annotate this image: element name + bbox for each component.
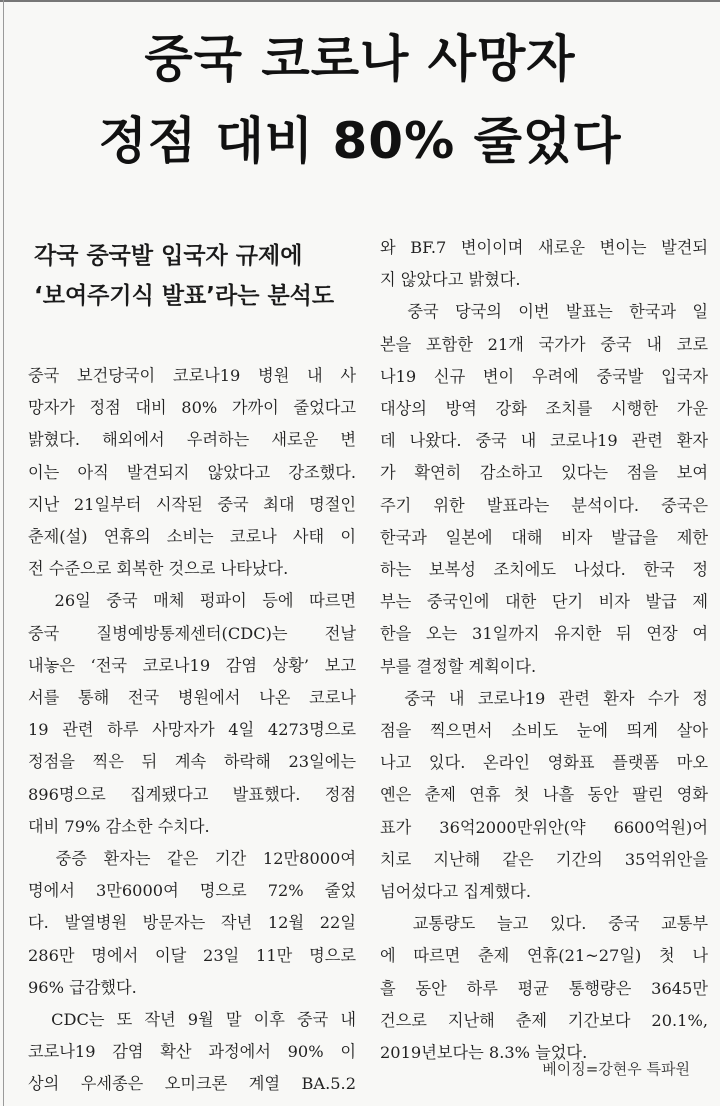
top-border-rule: [0, 0, 720, 2]
article-text-line: 대비 79% 감소한 수치다.: [28, 816, 210, 836]
article-text-line: 에 따르면 춘제 연휴(21~27일) 첫 나: [380, 946, 708, 966]
article-text-line: 점을 찍으면서 소비도 눈에 띄게 살아: [380, 721, 708, 741]
article-text-line: 중국 질병예방통제센터(CDC)는 전날: [28, 623, 356, 643]
article-column-right: [380, 232, 708, 1069]
article-text-line: 한국과 일본에 대해 비자 발급을 제한: [380, 527, 708, 547]
article-text-line: 중국 내 코로나19 관련 환자 수가 정: [380, 688, 708, 708]
article-text-line: CDC는 또 작년 9월 말 이후 중국 내: [28, 1010, 356, 1030]
article-text-line: 하는 보복성 조치에도 나섰다. 한국 정: [380, 560, 708, 580]
article-text-line: 대상의 방역 강화 조치를 시행한 가운: [380, 399, 708, 419]
article-text-line: 흘 동안 하루 평균 통행량은 3645만: [380, 978, 708, 998]
article-text-line: 데 나왔다. 중국 내 코로나19 관련 환자: [380, 431, 708, 451]
article-text-line: 전 수준으로 회복한 것으로 나타났다.: [28, 559, 289, 579]
article-text-line: 표가 36억2000만위안(약 6600억원)어: [380, 817, 708, 837]
article-text-line: 부를 결정할 계획이다.: [380, 656, 537, 676]
article-text-line: 본을 포함한 21개 국가가 중국 내 코로: [380, 334, 708, 354]
article-text-line: 중증 환자는 같은 기간 12만8000여: [28, 849, 356, 869]
article-text-line: 옌은 춘제 연휴 첫 나흘 동안 팔린 영화: [380, 785, 708, 805]
article-text-line: 내놓은 ‘전국 코로나19 감염 상황’ 보고: [28, 655, 356, 675]
article-text-line: 밝혔다. 해외에서 우려하는 새로운 변: [28, 430, 356, 450]
article-text-line: 다. 발열병원 방문자는 작년 12월 22일: [28, 913, 356, 933]
article-text-line: 896명으로 집계됐다고 발표했다. 정점: [28, 784, 356, 804]
headline: [0, 18, 720, 182]
article-text-line: 286만 명에서 이달 23일 11만 명으로: [28, 945, 356, 965]
article-text-line: 교통량도 늘고 있다. 중국 교통부: [380, 914, 708, 934]
headline-line-1: 중국 코로나 사망자: [144, 30, 576, 88]
headline-line-2: 정점 대비 80% 줄었다: [98, 112, 622, 170]
article-text-line: 나고 있다. 온라인 영화표 플랫폼 마오: [380, 753, 708, 773]
article-text-line: 건으로 지난해 춘제 기간보다 20.1%,: [380, 1010, 708, 1030]
byline: 베이징=강현우 특파원: [542, 1060, 690, 1078]
article-text-line: 나19 신규 변이 우려에 중국발 입국자: [380, 366, 708, 386]
article-text-line: 부는 중국인에 대한 단기 비자 발급 제: [380, 592, 708, 612]
article-text-line: 넘어섰다고 집계했다.: [380, 882, 532, 902]
article-text-line: 26일 중국 매체 펑파이 등에 따르면: [28, 591, 356, 611]
article-text-line: 서를 통해 전국 병원에서 나온 코로나: [28, 688, 356, 708]
subheadline: [34, 236, 374, 316]
article-text-line: 19 관련 하루 사망자가 4일 4273명으로: [28, 720, 356, 740]
article-text-line: 춘제(설) 연휴의 소비는 코로나 사태 이: [28, 527, 356, 547]
article-text-line: 96% 급감했다.: [28, 977, 137, 997]
subheadline-line-1: 각국 중국발 입국자 규제에: [34, 243, 303, 269]
article-text-line: 중국 보건당국이 코로나19 병원 내 사: [28, 366, 356, 385]
article-text-line: 상의 우세종은 오미크론 계열 BA.5.2: [28, 1074, 356, 1094]
article-text-line: 가 확연히 감소하고 있다는 점을 보여: [380, 463, 708, 483]
article-text-line: 망자가 정점 대비 80% 가까이 줄었다고: [28, 398, 356, 418]
article-text-line: 치로 지난해 같은 기간의 35억위안을: [380, 849, 708, 869]
article-text-line: 코로나19 감염 확산 과정에서 90% 이: [28, 1042, 356, 1062]
article-text-line: 와 BF.7 변이이며 새로운 변이는 발견되: [380, 238, 708, 257]
article-text-line: 중국 당국의 이번 발표는 한국과 일: [380, 302, 708, 322]
article-text-line: 지 않았다고 밝혔다.: [380, 270, 521, 290]
article-text-line: 2019년보다는 8.3% 늘었다.: [380, 1043, 588, 1063]
subheadline-line-2: ‘보여주기식 발표’라는 분석도: [34, 283, 335, 309]
article-text-line: 명에서 3만6000여 명으로 72% 줄었: [28, 881, 356, 901]
article-column-left: [28, 360, 356, 1101]
article-text-line: 지난 21일부터 시작된 중국 최대 명절인: [28, 494, 356, 514]
article-text-line: 이는 아직 발견되지 않았다고 강조했다.: [28, 462, 356, 482]
article-text-line: 정점을 찍은 뒤 계속 하락해 23일에는: [28, 752, 356, 772]
article-text-line: 한을 오는 31일까지 유지한 뒤 연장 여: [380, 624, 708, 644]
article-text-line: 주기 위한 발표라는 분석이다. 중국은: [380, 495, 708, 515]
